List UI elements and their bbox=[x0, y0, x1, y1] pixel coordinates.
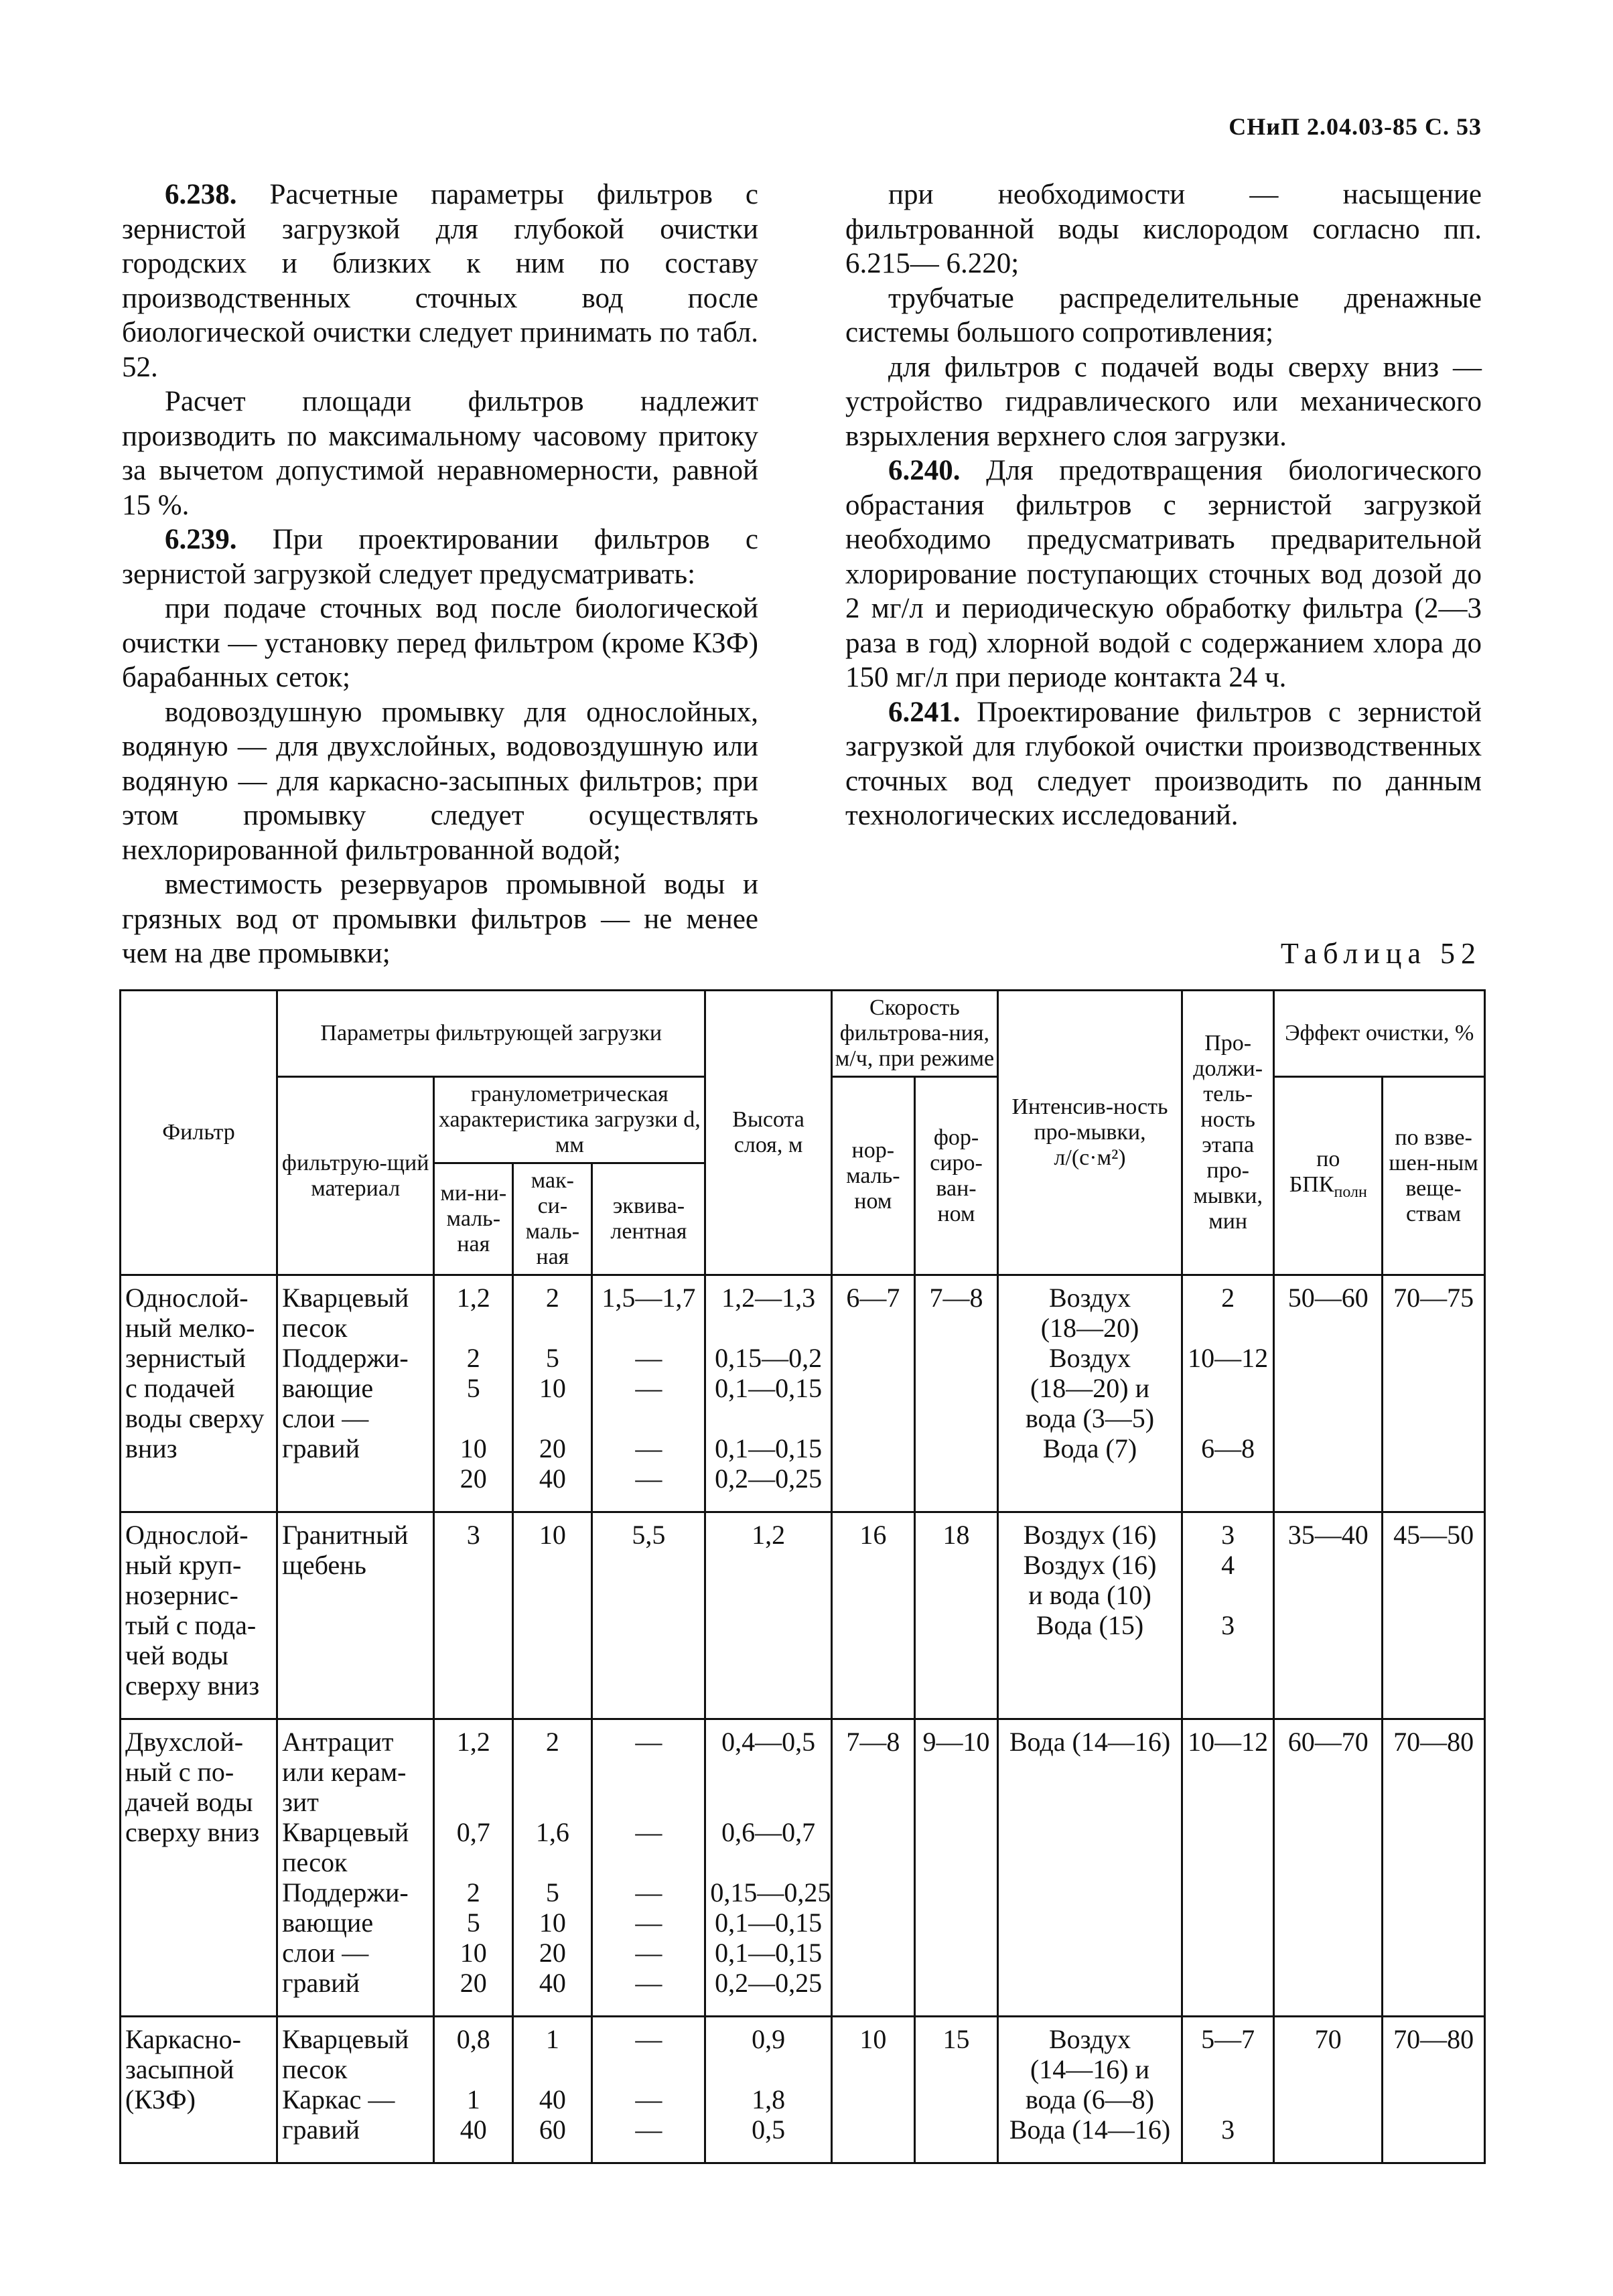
cell-line: 6—7 bbox=[846, 1283, 900, 1313]
cell-line: сверху вниз bbox=[125, 1670, 260, 1701]
cell-line: 35—40 bbox=[1287, 1520, 1369, 1550]
cell-filter bbox=[121, 1275, 277, 1512]
cell-line: Вода (14—16) bbox=[1009, 1727, 1171, 1757]
cell-line: 10 bbox=[539, 1520, 566, 1550]
cell-line: 50—60 bbox=[1287, 1283, 1369, 1313]
cell-line: Каркасно- bbox=[125, 2024, 241, 2054]
cell-line bbox=[439, 1313, 508, 1343]
header-height: Высота слоя, м bbox=[705, 991, 831, 1275]
cell-line: зит bbox=[282, 1787, 319, 1817]
cell-normal bbox=[831, 2017, 914, 2163]
cell-height bbox=[705, 1719, 831, 2017]
paragraph-text: для фильтров с подачей воды сверху вниз — устройство гидравлического или механического взрыхления верхнего слоя загрузки. bbox=[845, 351, 1482, 452]
cell-line: и вода (10) bbox=[1028, 1580, 1151, 1610]
cell-filter bbox=[121, 2017, 277, 2163]
table-row bbox=[121, 1512, 1485, 1719]
cell-equiv bbox=[592, 2017, 705, 2163]
cell-line: чей воды bbox=[125, 1640, 228, 1670]
cell-line: 7—8 bbox=[846, 1727, 900, 1757]
cell-equiv bbox=[592, 1512, 705, 1719]
cell-line: — bbox=[635, 1877, 662, 1908]
cell-line: Поддержи- bbox=[282, 1343, 409, 1373]
cell-line: Воздух bbox=[1048, 1283, 1131, 1313]
cell-line: песок bbox=[282, 1847, 348, 1877]
cell-line: 20 bbox=[460, 1968, 487, 1998]
header-bpk-sub: полн bbox=[1334, 1183, 1367, 1201]
paragraph bbox=[845, 695, 1482, 833]
cell-line: засыпной bbox=[125, 2054, 234, 2084]
cell-line: 45—50 bbox=[1393, 1520, 1474, 1550]
cell-line: 10 bbox=[460, 1433, 487, 1463]
cell-line: 2 bbox=[545, 1283, 559, 1313]
cell-line: 0,5 bbox=[752, 2114, 786, 2145]
header-suspended: по взве-шен-ным веще-ствам bbox=[1383, 1077, 1485, 1275]
cell-line: Двухслой- bbox=[125, 1727, 244, 1757]
cell-line: 40 bbox=[539, 1968, 566, 1998]
paragraph bbox=[845, 177, 1482, 281]
cell-suspended bbox=[1383, 1719, 1485, 2017]
cell-line: 1 bbox=[466, 2084, 480, 2114]
header-max: мак-си-маль-ная bbox=[513, 1163, 592, 1275]
cell-line: 70 bbox=[1314, 2024, 1342, 2054]
cell-line: 1,2 bbox=[752, 1520, 786, 1550]
cell-line: — bbox=[635, 1463, 662, 1494]
cell-duration bbox=[1182, 2017, 1273, 2163]
cell-line: 60 bbox=[539, 2114, 566, 2145]
cell-forced bbox=[914, 2017, 997, 2163]
cell-line: 1 bbox=[545, 2024, 559, 2054]
cell-height bbox=[705, 2017, 831, 2163]
cell-line: (КЗФ) bbox=[125, 2084, 196, 2114]
cell-line: 20 bbox=[460, 1463, 487, 1494]
cell-line: 20 bbox=[539, 1938, 566, 1968]
cell-line: (14—16) и bbox=[1030, 2054, 1150, 2084]
cell-line: гравий bbox=[282, 1433, 360, 1463]
paragraph bbox=[122, 384, 758, 522]
cell-intensity bbox=[998, 1512, 1182, 1719]
table-row bbox=[121, 1275, 1485, 1512]
cell-line: зернистый bbox=[125, 1343, 246, 1373]
cell-max bbox=[513, 1719, 592, 2017]
cell-line: Воздух (16) bbox=[1023, 1550, 1157, 1580]
cell-line: дачей воды bbox=[125, 1787, 253, 1817]
cell-line: 0,8 bbox=[456, 2024, 490, 2054]
paragraph-text: при необходимости — насыщение фильтрованной воды кислородом согласно пп. 6.215— 6.220; bbox=[845, 179, 1482, 279]
cell-line bbox=[710, 1313, 826, 1343]
cell-material bbox=[277, 2017, 434, 2163]
cell-line: Кварцевый bbox=[282, 1283, 409, 1313]
cell-line: — bbox=[635, 2024, 662, 2054]
cell-line: 0,4—0,5 bbox=[721, 1727, 816, 1757]
cell-line bbox=[710, 2054, 826, 2084]
cell-line: Кварцевый bbox=[282, 2024, 409, 2054]
cell-line: Поддержи- bbox=[282, 1877, 409, 1908]
paragraph bbox=[122, 591, 758, 695]
cell-equiv bbox=[592, 1719, 705, 2017]
cell-line: 10 bbox=[539, 1373, 566, 1403]
cell-line bbox=[597, 2054, 700, 2084]
cell-suspended bbox=[1383, 1512, 1485, 1719]
cell-line bbox=[1187, 2084, 1269, 2114]
cell-material bbox=[277, 1512, 434, 1719]
cell-line: или керам- bbox=[282, 1757, 407, 1787]
cell-line bbox=[1187, 1373, 1269, 1403]
paragraph bbox=[122, 695, 758, 868]
cell-filter bbox=[121, 1512, 277, 1719]
cell-line bbox=[439, 1847, 508, 1877]
paragraph-text: При проектировании фильтров с зернистой загрузкой следует предусматривать: bbox=[122, 524, 758, 590]
cell-line: 60—70 bbox=[1287, 1727, 1369, 1757]
cell-line: 5 bbox=[545, 1343, 559, 1373]
cell-forced bbox=[914, 1719, 997, 2017]
cell-line: — bbox=[635, 1343, 662, 1373]
cell-line: нозернис- bbox=[125, 1580, 238, 1610]
header-forced: фор-сиро-ван-ном bbox=[914, 1077, 997, 1275]
header-normal: нор-маль-ном bbox=[831, 1077, 914, 1275]
paragraph-text: водовоздушную промывку для однослойных, водяную — для двухслойных, водовоздушную или водяную — для каркасно-засыпных фильтров; при этом промывку следует осуществлять нехлорированной фильтрованной водой; bbox=[122, 696, 758, 866]
cell-line: 2 bbox=[466, 1877, 480, 1908]
cell-line: 3 bbox=[1221, 2114, 1235, 2145]
cell-line: Каркас — bbox=[282, 2084, 395, 2114]
cell-line: 1,2 bbox=[456, 1283, 490, 1313]
cell-line: 15 bbox=[942, 2024, 970, 2054]
cell-min bbox=[434, 1512, 513, 1719]
cell-line: Кварцевый bbox=[282, 1817, 409, 1847]
paragraph-number: 6.240. bbox=[888, 455, 987, 486]
cell-height bbox=[705, 1512, 831, 1719]
cell-forced bbox=[914, 1275, 997, 1512]
cell-line: вода (6—8) bbox=[1025, 2084, 1155, 2114]
page-header: СНиП 2.04.03-85 С. 53 bbox=[1229, 113, 1482, 140]
cell-line bbox=[439, 1787, 508, 1817]
paragraph bbox=[122, 867, 758, 971]
cell-line: 10 bbox=[859, 2024, 887, 2054]
cell-line: 10—12 bbox=[1188, 1727, 1269, 1757]
cell-line: вода (3—5) bbox=[1025, 1403, 1155, 1433]
cell-line: 0,7 bbox=[456, 1817, 490, 1847]
cell-line: 5—7 bbox=[1201, 2024, 1255, 2054]
cell-line: ный мелко- bbox=[125, 1313, 255, 1343]
cell-line bbox=[597, 1787, 700, 1817]
paragraph bbox=[845, 281, 1482, 350]
cell-line: 1,2 bbox=[456, 1727, 490, 1757]
cell-line: (18—20) и bbox=[1030, 1373, 1150, 1403]
cell-line: 5,5 bbox=[632, 1520, 666, 1550]
cell-line: Антрацит bbox=[282, 1727, 394, 1757]
cell-line: Вода (7) bbox=[1042, 1433, 1137, 1463]
header-material: фильтрую-щий материал bbox=[277, 1077, 434, 1275]
cell-line: 40 bbox=[539, 2084, 566, 2114]
paragraph-text: Проектирование фильтров с зернистой загрузкой для глубокой очистки производственных сточных вод следует производить по данным технологических исследований. bbox=[845, 696, 1482, 831]
table-row bbox=[121, 2017, 1485, 2163]
cell-line: Воздух (16) bbox=[1023, 1520, 1157, 1550]
cell-line: 0,15—0,25 bbox=[710, 1877, 831, 1908]
cell-bpk bbox=[1274, 1275, 1383, 1512]
paragraph-text: Расчетные параметры фильтров с зернистой загрузкой для глубокой очистки городских и близких к ним по составу производственных сточных вод после биологической очистки следует принимать по табл. 52. bbox=[122, 179, 759, 383]
paragraph-text: вместимость резервуаров промывной воды и грязных вод от промывки фильтров — не менее чем на две промывки; bbox=[122, 869, 758, 969]
cell-line: 16 bbox=[859, 1520, 887, 1550]
cell-line: Гранитный bbox=[282, 1520, 409, 1550]
cell-line: 0,1—0,15 bbox=[715, 1373, 823, 1403]
header-effect: Эффект очистки, % bbox=[1274, 991, 1485, 1077]
cell-line bbox=[597, 1403, 700, 1433]
cell-line: Вода (14—16) bbox=[1009, 2114, 1171, 2145]
cell-line: 5 bbox=[545, 1877, 559, 1908]
cell-line: 9—10 bbox=[922, 1727, 990, 1757]
cell-line: — bbox=[635, 1938, 662, 1968]
cell-line bbox=[710, 1787, 826, 1817]
cell-line: 1,6 bbox=[535, 1817, 569, 1847]
cell-line bbox=[597, 1847, 700, 1877]
cell-line bbox=[518, 2054, 587, 2084]
cell-intensity bbox=[998, 1719, 1182, 2017]
paragraph bbox=[845, 453, 1482, 695]
paragraph-number: 6.239. bbox=[165, 524, 273, 555]
cell-line: 40 bbox=[539, 1463, 566, 1494]
cell-line: воды сверху bbox=[125, 1403, 265, 1433]
cell-line: песок bbox=[282, 1313, 348, 1343]
header-speed: Скорость фильтрова-ния, м/ч, при режиме bbox=[831, 991, 997, 1077]
cell-max bbox=[513, 1512, 592, 1719]
paragraph-number: 6.241. bbox=[888, 696, 977, 728]
cell-filter bbox=[121, 1719, 277, 2017]
cell-line: 70—75 bbox=[1393, 1283, 1474, 1313]
cell-line: Вода (15) bbox=[1036, 1610, 1144, 1640]
cell-line: вающие bbox=[282, 1908, 374, 1938]
cell-line: Однослой- bbox=[125, 1283, 249, 1313]
table-caption: Таблица 52 bbox=[1280, 937, 1482, 970]
left-column bbox=[122, 177, 758, 971]
cell-line: — bbox=[635, 1373, 662, 1403]
cell-duration bbox=[1182, 1719, 1273, 2017]
cell-line: — bbox=[635, 1727, 662, 1757]
cell-normal bbox=[831, 1719, 914, 2017]
cell-line: — bbox=[635, 2084, 662, 2114]
cell-line bbox=[518, 1403, 587, 1433]
header-equiv: эквива-лентная bbox=[592, 1163, 705, 1275]
cell-material bbox=[277, 1719, 434, 2017]
cell-line: — bbox=[635, 1968, 662, 1998]
cell-line: 20 bbox=[539, 1433, 566, 1463]
cell-line bbox=[518, 1313, 587, 1343]
cell-line: вающие bbox=[282, 1373, 374, 1403]
cell-line: 1,2—1,3 bbox=[721, 1283, 816, 1313]
header-duration: Про-должи-тель-ность этапа про-мывки, мин bbox=[1182, 991, 1273, 1275]
cell-line: ный с по- bbox=[125, 1757, 234, 1787]
cell-line: 0,1—0,15 bbox=[715, 1938, 823, 1968]
paragraph bbox=[122, 522, 758, 591]
paragraph-number: 6.238. bbox=[165, 179, 270, 210]
cell-line: 18 bbox=[942, 1520, 970, 1550]
cell-line bbox=[1187, 1580, 1269, 1610]
cell-line: 0,9 bbox=[752, 2024, 786, 2054]
header-min: ми-ни-маль-ная bbox=[434, 1163, 513, 1275]
cell-line: 2 bbox=[466, 1343, 480, 1373]
cell-line: гравий bbox=[282, 1968, 360, 1998]
cell-line: 0,1—0,15 bbox=[715, 1433, 823, 1463]
cell-line: 1,8 bbox=[752, 2084, 786, 2114]
cell-line: вниз bbox=[125, 1433, 178, 1463]
cell-line bbox=[439, 2054, 508, 2084]
cell-line: — bbox=[635, 1908, 662, 1938]
cell-line: — bbox=[635, 1817, 662, 1847]
paragraph bbox=[845, 350, 1482, 454]
cell-line: Воздух bbox=[1048, 1343, 1131, 1373]
cell-line bbox=[518, 1847, 587, 1877]
cell-line bbox=[439, 1403, 508, 1433]
cell-bpk bbox=[1274, 2017, 1383, 2163]
paragraph-text: трубчатые распределительные дренажные системы большого сопротивления; bbox=[845, 282, 1482, 348]
cell-height bbox=[705, 1275, 831, 1512]
cell-line: Однослой- bbox=[125, 1520, 249, 1550]
cell-line: песок bbox=[282, 2054, 348, 2084]
cell-line: 6—8 bbox=[1201, 1433, 1255, 1463]
header-intensity bbox=[998, 991, 1182, 1275]
cell-line: слои — bbox=[282, 1938, 369, 1968]
cell-line bbox=[1187, 1403, 1269, 1433]
cell-line: 3 bbox=[466, 1520, 480, 1550]
cell-line bbox=[439, 1757, 508, 1787]
cell-bpk bbox=[1274, 1719, 1383, 2017]
cell-max bbox=[513, 2017, 592, 2163]
cell-line: 10 bbox=[539, 1908, 566, 1938]
cell-line: 0,6—0,7 bbox=[721, 1817, 816, 1847]
cell-material bbox=[277, 1275, 434, 1512]
cell-line: 40 bbox=[460, 2114, 487, 2145]
cell-line: Воздух bbox=[1048, 2024, 1131, 2054]
right-column bbox=[845, 177, 1482, 833]
cell-line bbox=[1187, 1313, 1269, 1343]
cell-duration bbox=[1182, 1512, 1273, 1719]
paragraph-text: Расчет площади фильтров надлежит производить по максимальному часовому притоку за вычетом допустимой неравномерности, равной 15 %. bbox=[122, 386, 758, 521]
cell-line bbox=[518, 1757, 587, 1787]
cell-line: с подачей bbox=[125, 1373, 235, 1403]
cell-line: 7—8 bbox=[929, 1283, 983, 1313]
cell-normal bbox=[831, 1275, 914, 1512]
cell-max bbox=[513, 1275, 592, 1512]
cell-line bbox=[597, 1313, 700, 1343]
cell-suspended bbox=[1383, 2017, 1485, 2163]
cell-line: слои — bbox=[282, 1403, 369, 1433]
cell-line: — bbox=[635, 2114, 662, 2145]
cell-line: 2 bbox=[1221, 1283, 1235, 1313]
table-52 bbox=[119, 989, 1486, 2164]
cell-line: 3 bbox=[1221, 1610, 1235, 1640]
cell-min bbox=[434, 2017, 513, 2163]
cell-line: ный круп- bbox=[125, 1550, 242, 1580]
cell-min bbox=[434, 1719, 513, 2017]
paragraph-text: Для предотвращения биологического обрастания фильтров с зернистой загрузкой необходимо предусматривать предварительной хлорирование поступающих сточных вод дозой до 2 мг/л и периодическую обработку фильтра (2—3 раза в год) хлорной водой с содержанием хлора до 150 мг/л при периоде контакта 24 ч. bbox=[845, 455, 1482, 693]
paragraph bbox=[122, 177, 758, 384]
cell-intensity bbox=[998, 1275, 1182, 1512]
cell-bpk bbox=[1274, 1512, 1383, 1719]
cell-duration bbox=[1182, 1275, 1273, 1512]
cell-line bbox=[710, 1403, 826, 1433]
header-bpk-text: по БПК bbox=[1289, 1147, 1340, 1198]
cell-line bbox=[710, 1757, 826, 1787]
cell-line: 1,5—1,7 bbox=[602, 1283, 696, 1313]
cell-equiv bbox=[592, 1275, 705, 1512]
cell-intensity bbox=[998, 2017, 1182, 2163]
cell-line: тый с пода- bbox=[125, 1610, 257, 1640]
cell-line: (18—20) bbox=[1040, 1313, 1139, 1343]
header-load-params: Параметры фильтрующей загрузки bbox=[277, 991, 705, 1077]
cell-line: — bbox=[635, 1433, 662, 1463]
header-bpk bbox=[1274, 1077, 1383, 1275]
cell-line: 10 bbox=[460, 1938, 487, 1968]
cell-suspended bbox=[1383, 1275, 1485, 1512]
cell-line bbox=[710, 1847, 826, 1877]
cell-line: 2 bbox=[545, 1727, 559, 1757]
cell-line: щебень bbox=[282, 1550, 366, 1580]
header-filter: Фильтр bbox=[121, 991, 277, 1275]
cell-line: 5 bbox=[466, 1373, 480, 1403]
cell-line: 4 bbox=[1221, 1550, 1235, 1580]
cell-line bbox=[1187, 2054, 1269, 2084]
cell-line: 70—80 bbox=[1393, 1727, 1474, 1757]
cell-line: 0,15—0,2 bbox=[715, 1343, 823, 1373]
cell-line: 3 bbox=[1221, 1520, 1235, 1550]
cell-line: гравий bbox=[282, 2114, 360, 2145]
cell-line: 0,2—0,25 bbox=[715, 1968, 823, 1998]
cell-min bbox=[434, 1275, 513, 1512]
header-intensity-text: Интенсив-ность про-мывки, л/(с·м²) bbox=[1011, 1094, 1168, 1170]
table-row bbox=[121, 1719, 1485, 2017]
cell-line: 0,2—0,25 bbox=[715, 1463, 823, 1494]
cell-line bbox=[518, 1787, 587, 1817]
cell-line: 10—12 bbox=[1188, 1343, 1269, 1373]
cell-line bbox=[597, 1757, 700, 1787]
cell-normal bbox=[831, 1512, 914, 1719]
cell-line: 5 bbox=[466, 1908, 480, 1938]
paragraph-text: при подаче сточных вод после биологической очистки — установку перед фильтром (кроме КЗФ) барабанных сеток; bbox=[122, 593, 758, 693]
cell-line: 70—80 bbox=[1393, 2024, 1474, 2054]
cell-forced bbox=[914, 1512, 997, 1719]
header-granulometry: гранулометрическая характеристика загрузки d, мм bbox=[434, 1077, 705, 1163]
cell-line: 0,1—0,15 bbox=[715, 1908, 823, 1938]
cell-line: сверху вниз bbox=[125, 1817, 260, 1847]
